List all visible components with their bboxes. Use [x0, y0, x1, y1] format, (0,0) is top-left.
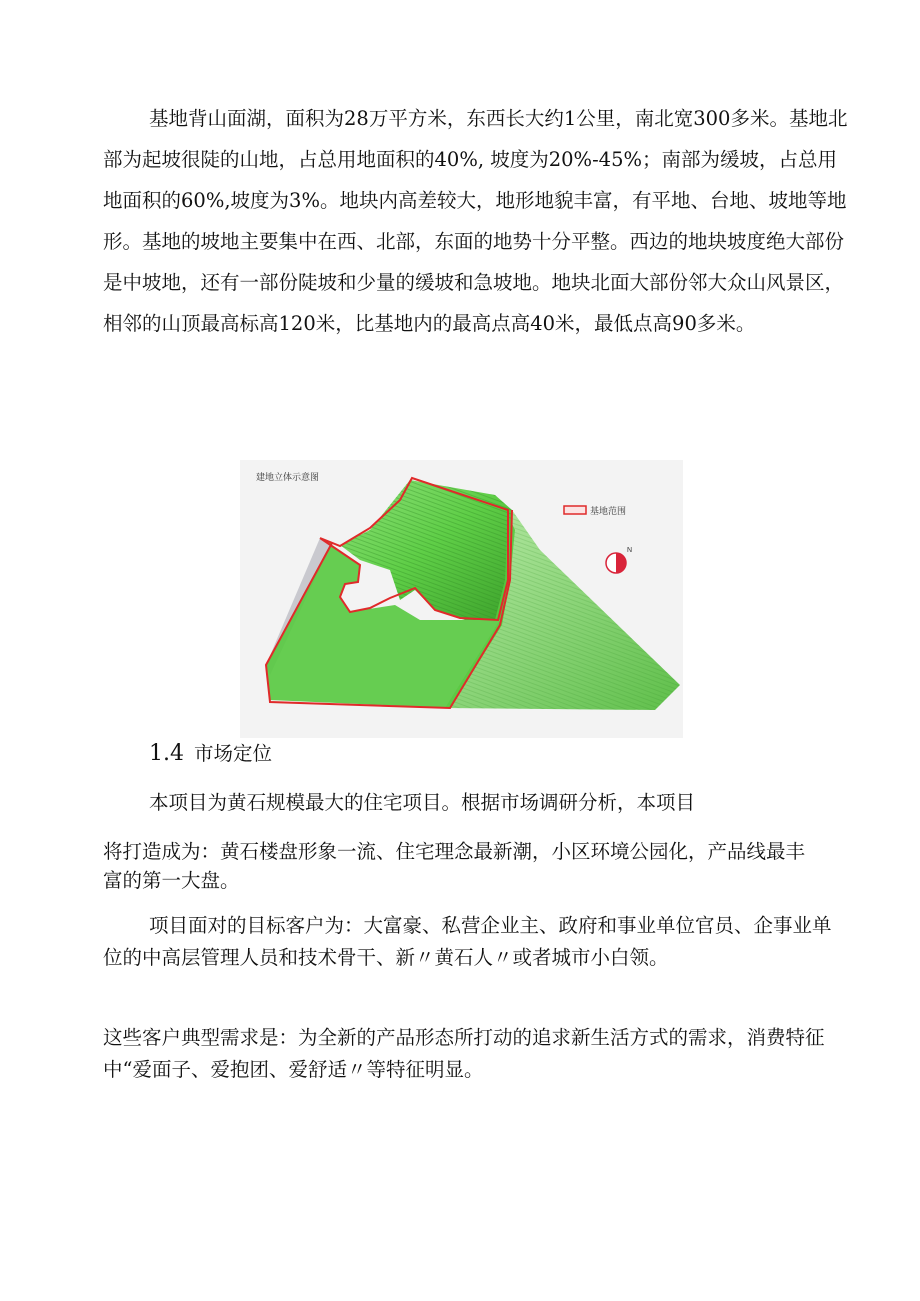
- section-title: 市场定位: [194, 742, 273, 765]
- diagram-title: 建地立体示意图: [256, 472, 320, 482]
- legend-swatch: [564, 506, 586, 514]
- legend-label: 基地范围: [590, 506, 627, 516]
- section-heading: [149, 738, 272, 770]
- positioning-paragraph-rest: 将打造成为：黄石楼盘形象一流、住宅理念最新潮，小区环境公园化，产品线最丰富的第一大盘。: [103, 840, 806, 892]
- terrain-illustration: [240, 460, 683, 738]
- compass-fill: [616, 553, 626, 573]
- target-customers-paragraph: [103, 910, 843, 974]
- site-description-text: 基地背山面湖，面积为28万平方米，东西长大约1公里，南北宽300多米。基地北部为起坡很陡的山地，占总用地面积的40%, 坡度为20%-45%；南部为缓坡，占总用地面积的60%,坡度为3%。地块内高差较大，地形地貌丰富，有平地、台地、坡地等地形。基地的坡地主要集中在西、北部，东面的地势十分平整。西边的地块坡度绝大部份是中坡地，还有一部份陡坡和少量的缓坡和急坡地。地块北面大部份邻大众山风景区，相邻的山顶最高标高120米，比基地内的最高点高40米，最低点高90多米。: [103, 107, 848, 335]
- section-number: 1.4: [149, 741, 184, 766]
- customer-needs-paragraph: 这些客户典型需求是：为全新的产品形态所打动的追求新生活方式的需求，消费特征中“爱面子、爱抱团、爱舒适〃等特征明显。: [103, 1026, 825, 1081]
- paragraph-indent: [103, 107, 149, 130]
- positioning-paragraph-line1: 本项目为黄石规模最大的住宅项目。根据市场调研分析，本项目: [149, 791, 696, 814]
- target-customers-text: 项目面对的目标客户为：大富豪、私营企业主、政府和事业单位官员、企事业单位的中高层管理人员和技术骨干、新〃黄石人〃或者城市小白领。: [103, 914, 832, 969]
- site-description-paragraph: [103, 98, 848, 344]
- site-3d-diagram: [240, 460, 683, 738]
- paragraph-indent: [103, 914, 149, 937]
- north-label: N: [627, 547, 633, 554]
